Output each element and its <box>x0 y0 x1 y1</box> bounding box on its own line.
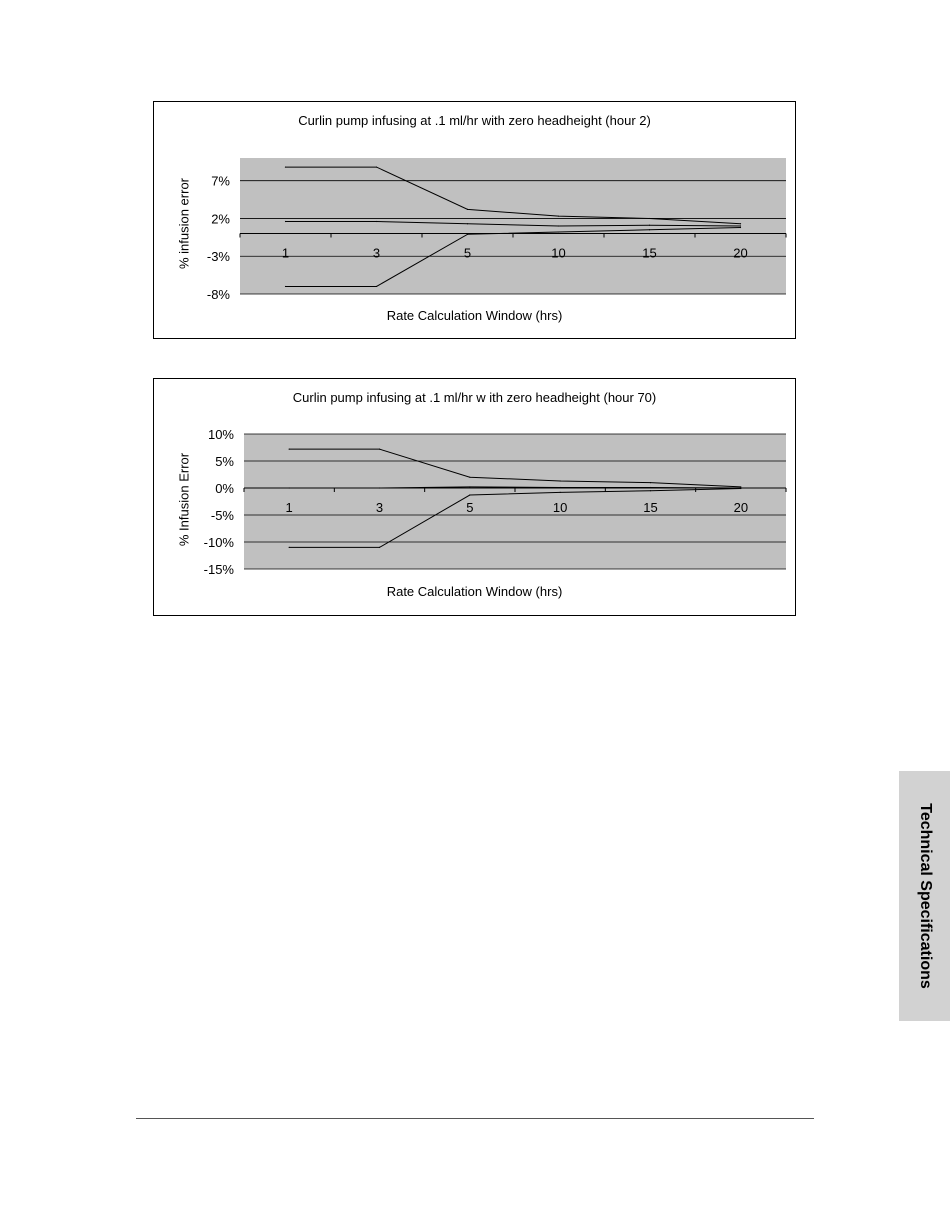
data-point <box>285 166 286 167</box>
chart-hour-70-plot <box>154 379 797 617</box>
x-tick-label: 5 <box>463 245 472 261</box>
x-tick-label: 1 <box>281 245 290 261</box>
data-point <box>376 166 377 167</box>
data-point <box>649 225 650 226</box>
data-point <box>469 486 470 487</box>
x-tick-label: 1 <box>285 500 293 515</box>
section-tab[interactable] <box>899 771 950 1021</box>
data-point <box>469 477 470 478</box>
data-point <box>558 216 559 217</box>
data-point <box>650 490 651 491</box>
x-tick-label: 10 <box>551 245 566 261</box>
y-tick-label: -3% <box>206 249 230 265</box>
y-tick-label: 0% <box>215 481 234 496</box>
y-tick-label: -5% <box>210 508 234 523</box>
chart-hour-2 <box>153 101 796 339</box>
plot-area <box>244 434 786 569</box>
y-tick-label: 2% <box>211 211 230 227</box>
x-axis-title: Rate Calculation Window (hrs) <box>386 308 563 323</box>
data-point <box>467 223 468 224</box>
data-point <box>650 487 651 488</box>
footer-divider <box>136 1118 814 1119</box>
chart-hour-2-plot <box>154 102 797 340</box>
data-point <box>379 547 380 548</box>
chart-title: Curlin pump infusing at .1 ml/hr with zero headheight (hour 2) <box>298 113 651 128</box>
x-tick-label: 20 <box>733 245 748 261</box>
data-point <box>740 486 741 487</box>
data-point <box>379 449 380 450</box>
data-point <box>650 482 651 483</box>
data-point <box>558 225 559 226</box>
data-point <box>560 480 561 481</box>
data-point <box>467 209 468 210</box>
x-tick-label: 20 <box>733 500 749 515</box>
y-tick-label: -10% <box>203 535 234 550</box>
data-point <box>289 547 290 548</box>
data-point <box>376 286 377 287</box>
data-point <box>467 234 468 235</box>
x-tick-label: 15 <box>642 245 657 261</box>
data-point <box>740 223 741 224</box>
y-tick-label: 7% <box>211 173 230 189</box>
y-axis-title: % infusion error <box>176 177 192 270</box>
data-point <box>285 286 286 287</box>
y-tick-label: 5% <box>215 454 234 469</box>
y-tick-label: -8% <box>206 287 230 302</box>
data-point <box>289 449 290 450</box>
data-point <box>740 488 741 489</box>
x-tick-label: 10 <box>552 500 568 515</box>
data-point <box>379 487 380 488</box>
section-tab-label: Technical Specifications <box>916 803 934 989</box>
x-tick-label: 15 <box>643 500 658 515</box>
data-point <box>740 225 741 226</box>
chart-hour-70 <box>153 378 796 616</box>
data-point <box>285 221 286 222</box>
data-point <box>376 221 377 222</box>
data-point <box>649 229 650 230</box>
data-point <box>649 218 650 219</box>
x-tick-label: 3 <box>375 500 384 515</box>
x-tick-label: 5 <box>466 500 474 515</box>
data-point <box>560 492 561 493</box>
data-point <box>560 487 561 488</box>
data-point <box>469 494 470 495</box>
data-point <box>740 227 741 228</box>
data-point <box>558 231 559 232</box>
x-tick-label: 3 <box>372 245 381 261</box>
chart-title: Curlin pump infusing at .1 ml/hr w ith zero headheight (hour 70) <box>292 390 657 405</box>
y-tick-label: 10% <box>207 427 234 442</box>
y-axis-title: % Infusion Error <box>176 452 192 547</box>
y-tick-label: -15% <box>203 562 234 577</box>
data-point <box>289 487 290 488</box>
x-axis-title: Rate Calculation Window (hrs) <box>386 584 563 599</box>
